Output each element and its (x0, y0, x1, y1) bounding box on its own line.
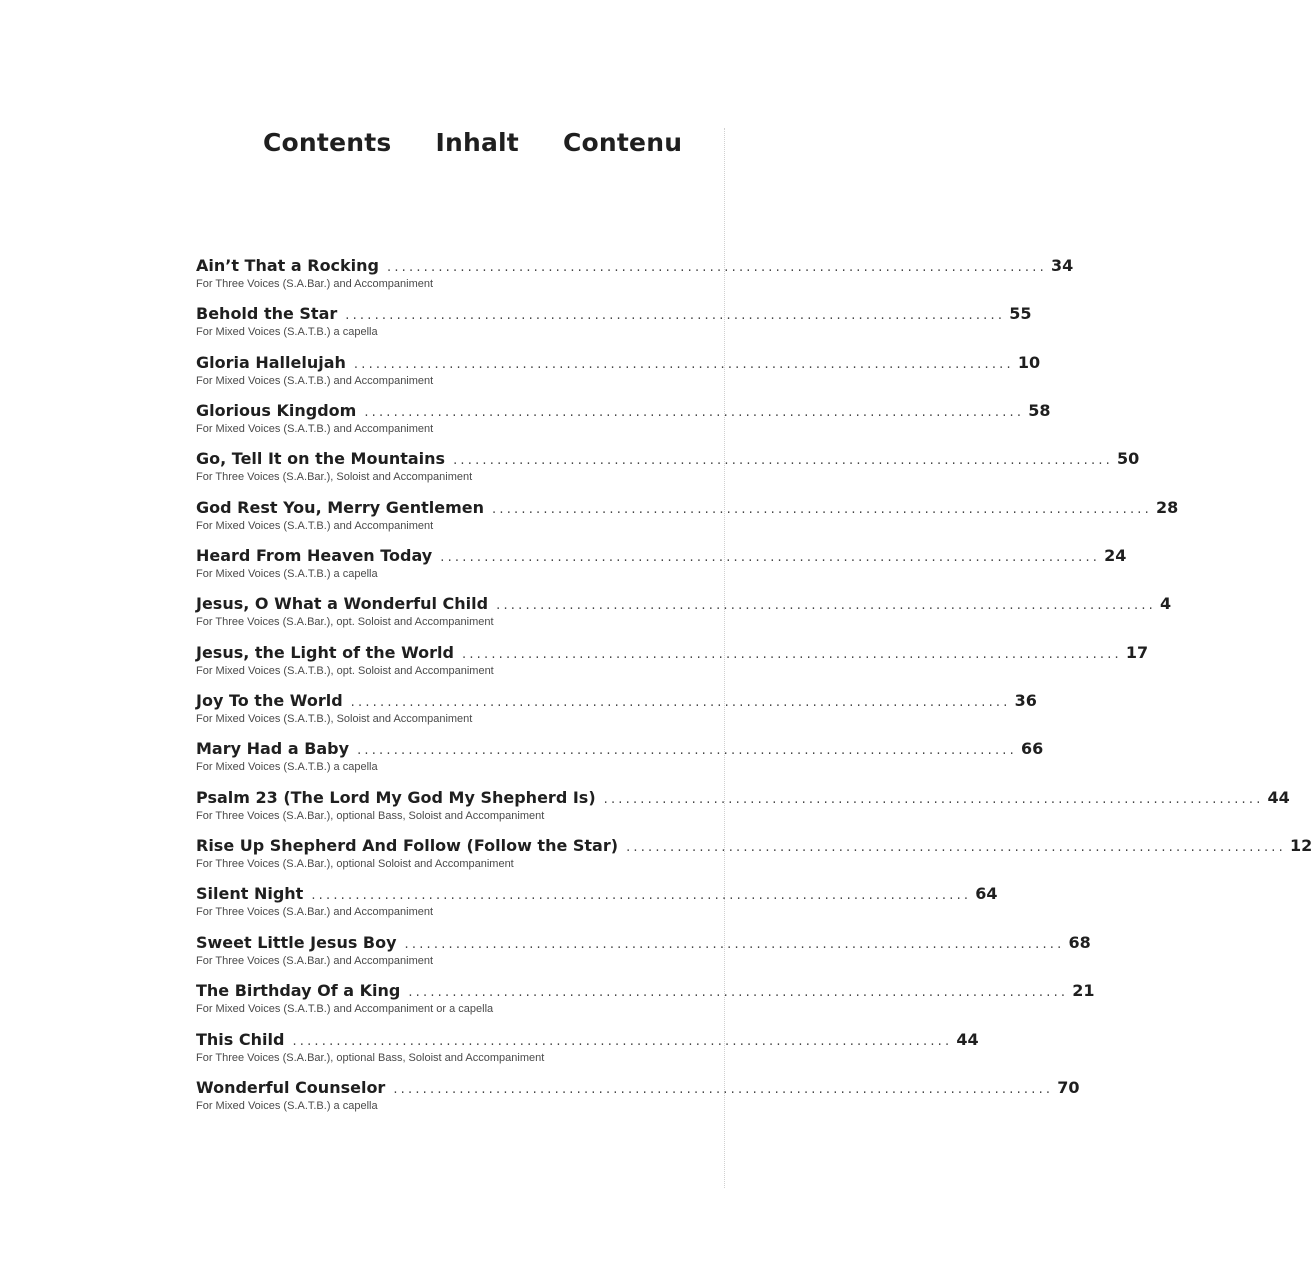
dot-leader: .......................................................................................... (357, 743, 1017, 759)
toc-entry-voicing: For Mixed Voices (S.A.T.B.) a capella (196, 1099, 378, 1112)
dot-leader: .......................................................................................... (492, 501, 1152, 517)
toc-entry (196, 980, 1095, 1028)
toc-entry (196, 738, 1044, 786)
toc-entry (196, 932, 1091, 980)
toc-entry (196, 255, 1074, 303)
toc-entry-line (196, 738, 1044, 760)
toc-entry-voicing: For Three Voices (S.A.Bar.) and Accompaniment (196, 278, 434, 290)
toc-entry-page-number: 66 (1020, 739, 1044, 759)
toc-entry (196, 642, 1149, 690)
toc-entry-voicing: For Three Voices (S.A.Bar.) and Accompaniment (196, 954, 434, 967)
toc-entry-line (196, 593, 1172, 615)
toc-entry (196, 593, 1172, 641)
toc-entry-line (196, 642, 1149, 664)
toc-entry-page-number: 24 (1104, 546, 1127, 566)
toc-entry-voicing: For Mixed Voices (S.A.T.B.), opt. Soloist and Accompaniment (196, 664, 494, 677)
dot-leader: .......................................................................................... (461, 646, 1122, 662)
toc-entry-title: Heard From Heaven Today (196, 546, 433, 566)
toc-entry-page-number: 17 (1125, 642, 1149, 662)
toc-entry (196, 1077, 1080, 1125)
toc-entry-page-number: 55 (1009, 304, 1032, 324)
toc-entry-line (196, 497, 1179, 519)
toc-entry-line (196, 400, 1051, 422)
toc-entry-page-number: 4 (1160, 594, 1172, 614)
dot-leader: .......................................................................................... (440, 550, 1101, 566)
dot-leader: .......................................................................................... (350, 695, 1011, 711)
dot-leader: .......................................................................................... (345, 308, 1006, 324)
toc-entry-page-number: 44 (956, 1029, 979, 1049)
toc-entry-title: This Child (196, 1029, 285, 1049)
toc-entry-voicing: For Mixed Voices (S.A.T.B.) a capella (196, 568, 378, 581)
toc-entry-title: Jesus, the Light of the World (196, 642, 454, 662)
toc-entry-voicing: For Mixed Voices (S.A.T.B.) and Accompaniment (196, 423, 434, 436)
heading-inhalt: Inhalt (435, 127, 519, 157)
toc-entry-voicing: For Mixed Voices (S.A.T.B.) and Accompaniment (196, 374, 434, 387)
toc-entry-voicing: For Three Voices (S.A.Bar.), optional Soloist and Accompaniment (196, 858, 514, 871)
toc-entry (196, 787, 1290, 835)
toc-entry-line (196, 1077, 1080, 1099)
toc-entry (196, 448, 1140, 496)
toc-entry-title: Mary Had a Baby (196, 739, 350, 759)
toc-entry-line (196, 787, 1290, 809)
toc-entry-line (196, 883, 998, 905)
toc-entry-page-number: 10 (1017, 352, 1041, 372)
toc-entry-voicing: For Three Voices (S.A.Bar.), opt. Soloist and Accompaniment (196, 616, 494, 629)
toc-entry (196, 497, 1179, 545)
toc-entry-title: Gloria Hallelujah (196, 352, 346, 372)
toc-entry-page-number: 28 (1155, 497, 1179, 517)
heading-contenu: Contenu (562, 127, 683, 157)
toc-entry-page-number: 36 (1014, 691, 1037, 711)
toc-entry-title: The Birthday Of a King (196, 981, 401, 1001)
dot-leader: .......................................................................................... (387, 260, 1047, 275)
toc-entry-page-number: 21 (1072, 981, 1095, 1001)
heading-contents: Contents (263, 127, 392, 157)
toc-entry-title: Glorious Kingdom (196, 401, 357, 421)
toc-entry-title: Silent Night (196, 884, 304, 904)
toc-entry-title: Psalm 23 (The Lord My God My Shepherd Is) (196, 787, 596, 807)
toc-entry-line (196, 980, 1095, 1002)
toc-entry-page-number: 12 (1289, 836, 1312, 856)
toc-entry-line (196, 1029, 979, 1051)
toc-entry-title: Wonderful Counselor (196, 1077, 386, 1097)
dot-leader: .......................................................................................... (496, 598, 1157, 614)
dot-leader: .......................................................................................... (353, 356, 1014, 372)
toc-entry-line (196, 352, 1041, 374)
toc-entry (196, 303, 1032, 351)
toc-entry-page-number: 34 (1050, 256, 1074, 275)
toc-entry-line (196, 255, 1074, 277)
toc-entry-voicing: For Mixed Voices (S.A.T.B.) a capella (196, 761, 378, 774)
toc-entry (196, 400, 1051, 448)
toc-entry-voicing: For Three Voices (S.A.Bar.) and Accompaniment (196, 906, 434, 919)
table-of-contents (196, 255, 1312, 1125)
dot-leader: .......................................................................................... (292, 1033, 953, 1049)
toc-entry-page-number: 50 (1117, 449, 1140, 469)
dot-leader: .......................................................................................... (626, 840, 1286, 856)
dot-leader: .......................................................................................... (453, 453, 1113, 469)
toc-entry-line (196, 932, 1091, 954)
toc-entry-title: Sweet Little Jesus Boy (196, 932, 397, 952)
toc-entry-title: Jesus, O What a Wonderful Child (196, 594, 489, 614)
dot-leader: .......................................................................................... (311, 888, 972, 904)
toc-entry (196, 835, 1312, 883)
dot-leader: .......................................................................................... (603, 791, 1264, 807)
toc-entry-line (196, 835, 1312, 857)
toc-entry (196, 883, 998, 931)
toc-entry-voicing: For Mixed Voices (S.A.T.B.), Soloist and Accompaniment (196, 713, 473, 726)
toc-entry-title: Behold the Star (196, 304, 338, 324)
toc-entry-line (196, 303, 1032, 325)
dot-leader: .......................................................................................... (393, 1081, 1054, 1097)
toc-entry-title: Rise Up Shepherd And Follow (Follow the Star) (196, 836, 619, 856)
toc-entry-line (196, 690, 1037, 712)
toc-entry-voicing: For Three Voices (S.A.Bar.), Soloist and Accompaniment (196, 471, 473, 484)
page-heading (263, 122, 682, 162)
toc-entry-title: God Rest You, Merry Gentlemen (196, 497, 485, 517)
toc-entry-line (196, 545, 1127, 567)
toc-entry-page-number: 44 (1267, 787, 1290, 807)
toc-entry-page-number: 70 (1057, 1077, 1080, 1097)
toc-entry-title: Ain’t That a Rocking (196, 256, 380, 275)
dot-leader: .......................................................................................... (408, 985, 1069, 1001)
dot-leader: .......................................................................................... (364, 405, 1025, 421)
toc-entry-line (196, 448, 1140, 470)
toc-entry-page-number: 68 (1068, 932, 1091, 952)
toc-entry-voicing: For Mixed Voices (S.A.T.B.) a capella (196, 326, 378, 339)
toc-entry-voicing: For Three Voices (S.A.Bar.), optional Bass, Soloist and Accompaniment (196, 1051, 545, 1064)
toc-entry-page-number: 58 (1028, 401, 1051, 421)
dot-leader: .......................................................................................... (404, 936, 1065, 952)
toc-entry (196, 690, 1037, 738)
toc-entry-title: Go, Tell It on the Mountains (196, 449, 446, 469)
toc-entry-voicing: For Mixed Voices (S.A.T.B.) and Accompaniment or a capella (196, 1003, 494, 1016)
toc-entry-page-number: 64 (975, 884, 998, 904)
toc-entry (196, 1029, 979, 1077)
toc-entry (196, 352, 1041, 400)
toc-entry-voicing: For Three Voices (S.A.Bar.), optional Bass, Soloist and Accompaniment (196, 809, 545, 822)
toc-entry-title: Joy To the World (196, 691, 343, 711)
toc-entry (196, 545, 1127, 593)
toc-entry-voicing: For Mixed Voices (S.A.T.B.) and Accompaniment (196, 519, 434, 532)
